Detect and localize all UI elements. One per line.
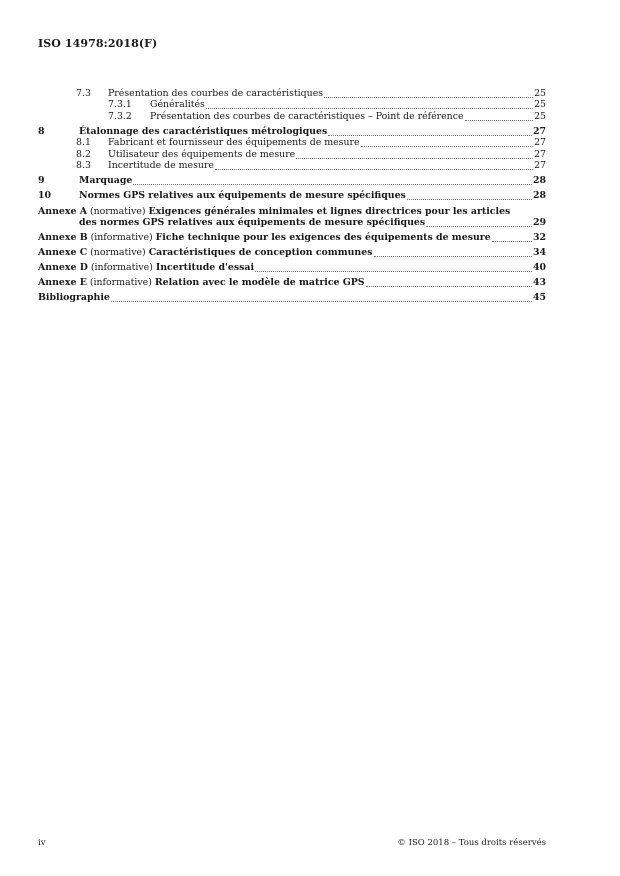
annex-kind: (normative) (89, 205, 146, 217)
toc-entry-8-2[interactable] (38, 149, 546, 161)
toc-page: 27 (534, 148, 546, 160)
annex-b-title-line (38, 232, 491, 244)
annex-label: Annexe A (38, 205, 87, 217)
dot-leader (492, 241, 532, 242)
toc-number: 8 (38, 125, 45, 137)
annex-a-title-block (38, 206, 546, 230)
toc-entry-annex-a[interactable] (38, 206, 546, 230)
toc-page: 27 (534, 160, 546, 172)
toc-entry-10[interactable] (38, 191, 546, 203)
toc-page: 25 (534, 99, 546, 111)
toc-entry-annex-e[interactable] (38, 278, 546, 290)
footer-page-number: iv (38, 838, 46, 848)
toc-entry-annex-d[interactable] (38, 263, 546, 275)
dot-leader (111, 301, 532, 302)
toc-number: 9 (38, 175, 45, 187)
dot-leader (215, 169, 533, 170)
annex-title: Incertitude d'essai (155, 262, 255, 274)
dot-leader (133, 184, 532, 185)
toc-title: Étalonnage des caractéristiques métrologiques (79, 125, 328, 137)
dot-leader (374, 256, 532, 257)
toc-title: Utilisateur des équipements de mesure (108, 148, 296, 160)
toc-entry-7-3[interactable] (38, 88, 546, 100)
toc-page: 28 (532, 175, 546, 187)
toc-entry-8-1[interactable] (38, 138, 546, 150)
annex-a-line-2 (38, 217, 546, 229)
toc-page: 45 (532, 292, 546, 304)
dot-leader (361, 146, 534, 147)
toc-entry-9[interactable] (38, 176, 546, 188)
annex-d-title-line (38, 262, 254, 274)
toc-title: Normes GPS relatives aux équipements de mesure spécifiques (79, 190, 406, 202)
toc-entry-7-3-1[interactable] (38, 100, 546, 112)
toc-page: 43 (532, 277, 546, 289)
toc-page: 28 (532, 190, 546, 202)
toc-title: Présentation des courbes de caractéristiques – Point de référence (150, 110, 464, 122)
annex-kind: (informative) (89, 277, 152, 289)
toc-number: 7.3.2 (108, 110, 132, 122)
annex-title: Exigences générales minimales et lignes directrices pour les articles (148, 205, 511, 217)
toc-page: 27 (532, 125, 546, 137)
toc-number: 7.3 (76, 87, 91, 99)
toc-page: 34 (532, 247, 546, 259)
annex-label: Annexe D (38, 262, 88, 274)
table-of-contents (38, 88, 546, 304)
toc-title: Généralités (150, 99, 205, 111)
toc-number: 8.3 (76, 160, 91, 172)
toc-title: Marquage (79, 175, 133, 187)
annex-kind: (normative) (90, 247, 146, 259)
annex-title: Caractéristiques de conception communes (148, 247, 373, 259)
dot-leader (366, 286, 532, 287)
toc-page: 40 (532, 262, 546, 274)
dot-leader (255, 271, 532, 272)
dot-leader (426, 226, 532, 227)
footer-copyright: © ISO 2018 – Tous droits réservés (397, 838, 546, 848)
toc-page: 25 (534, 110, 546, 122)
annex-kind: (informative) (90, 232, 153, 244)
toc-title: Bibliographie (38, 292, 110, 304)
toc-number: 8.1 (76, 137, 91, 149)
toc-number: 10 (38, 190, 52, 202)
dot-leader (324, 97, 533, 98)
annex-title: Fiche technique pour les exigences des équipements de mesure (155, 232, 491, 244)
annex-title-cont: des normes GPS relatives aux équipements de mesure spécifiques (79, 217, 426, 229)
toc-entry-annex-b[interactable] (38, 233, 546, 245)
toc-page: 25 (534, 87, 546, 99)
toc-entry-annex-c[interactable] (38, 248, 546, 260)
dot-leader (296, 158, 533, 159)
annex-label: Annexe E (38, 277, 87, 289)
annex-kind: (informative) (90, 262, 153, 274)
annex-label: Annexe C (38, 247, 88, 259)
toc-title: Présentation des courbes de caractéristiques (108, 87, 324, 99)
annex-label: Annexe B (38, 232, 88, 244)
toc-entry-8-3[interactable] (38, 161, 546, 173)
annex-e-title-line (38, 277, 365, 289)
toc-title: Incertitude de mesure (108, 160, 214, 172)
toc-page: 29 (532, 217, 546, 229)
toc-entry-bibliography[interactable] (38, 293, 546, 305)
toc-page: 27 (534, 137, 546, 149)
annex-a-line-1 (38, 206, 546, 218)
dot-leader (407, 199, 532, 200)
toc-title: Fabricant et fournisseur des équipements de mesure (108, 137, 360, 149)
dot-leader (328, 135, 532, 136)
annex-c-title-line (38, 247, 373, 259)
toc-number: 8.2 (76, 148, 91, 160)
dot-leader (206, 108, 533, 109)
toc-page: 32 (532, 232, 546, 244)
annex-title: Relation avec le modèle de matrice GPS (154, 277, 365, 289)
toc-entry-8[interactable] (38, 126, 546, 138)
toc-entry-7-3-2[interactable] (38, 111, 546, 123)
document-id: ISO 14978:2018(F) (38, 37, 158, 50)
toc-number: 7.3.1 (108, 99, 132, 111)
dot-leader (465, 120, 534, 121)
